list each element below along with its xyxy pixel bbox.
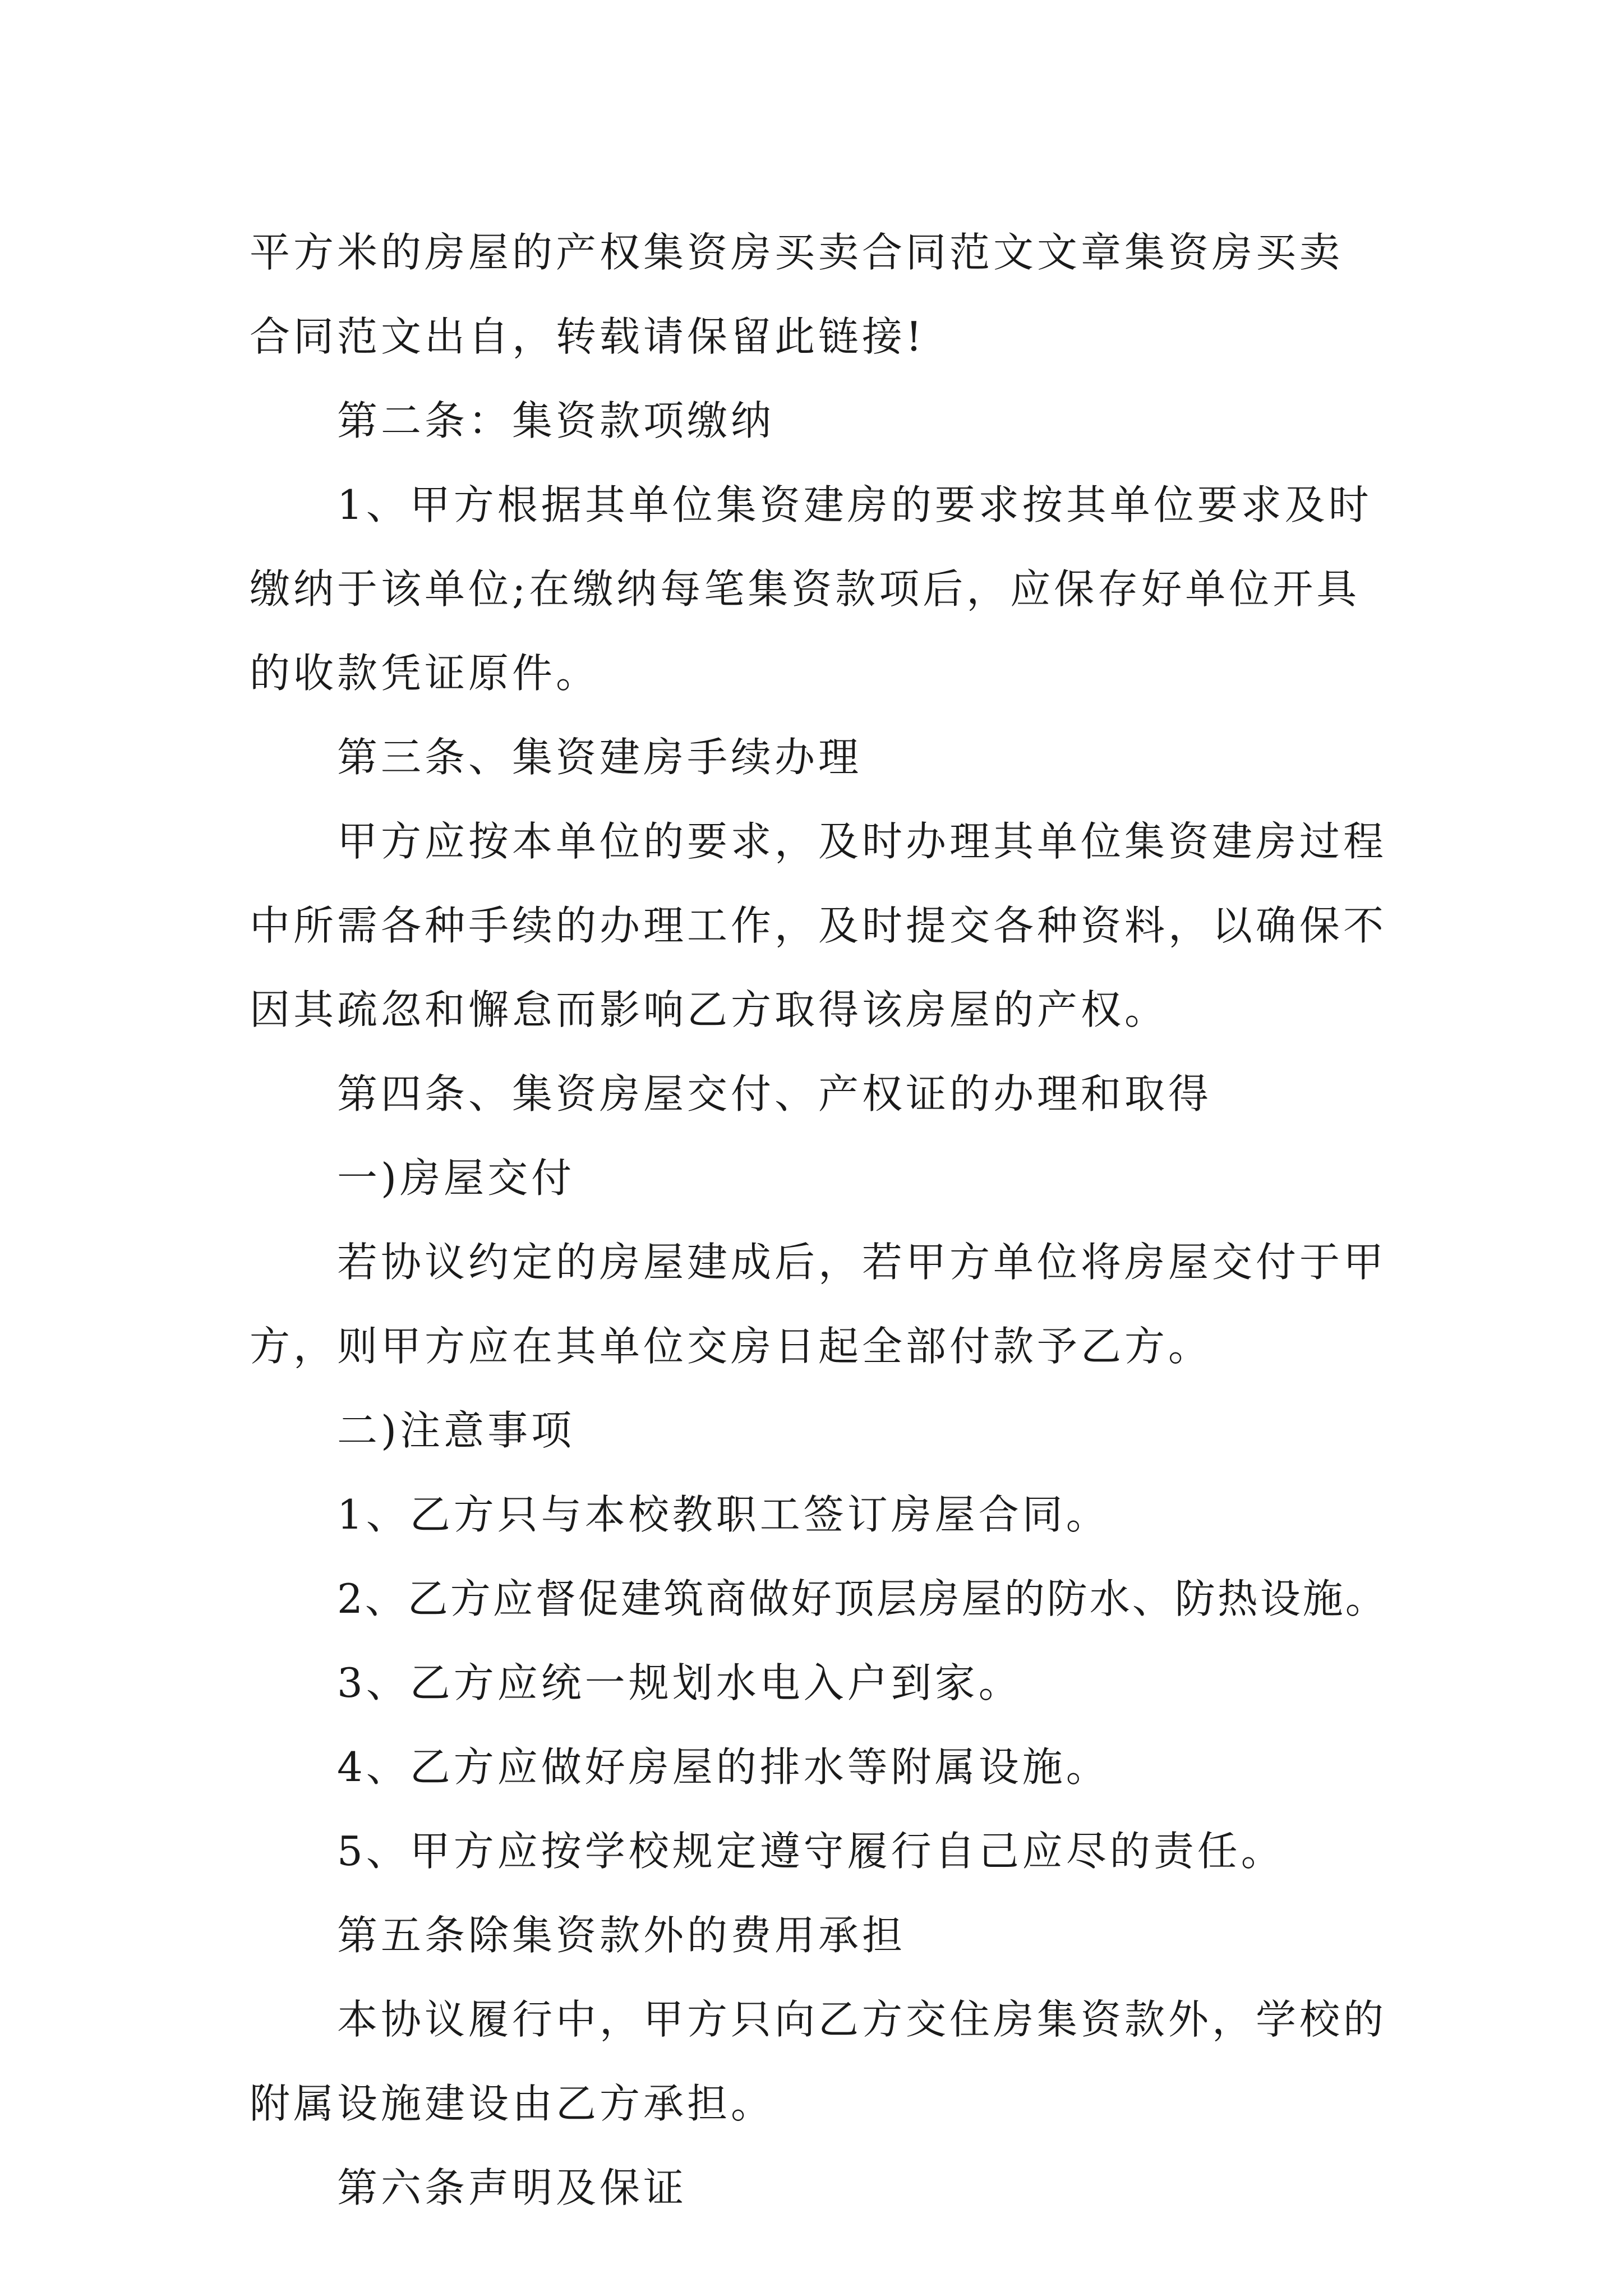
section-heading-article-2: 第二条：集资款项缴纳 (337, 397, 775, 444)
subsection-heading-notes: 二)注意事项 (337, 1407, 575, 1454)
document-body (250, 210, 1388, 2230)
section-heading-article-5: 第五条除集资款外的费用承担 (337, 1912, 906, 1959)
text-line: 1、甲方根据其单位集资建房的要求按其单位要求及时 (337, 481, 1372, 528)
list-item: 2、乙方应督促建筑商做好顶层房屋的防水、防热设施。 (337, 1575, 1388, 1622)
list-item: 3、乙方应统一规划水电入户到家。 (337, 1659, 1022, 1706)
list-item: 5、甲方应按学校规定遵守履行自己应尽的责任。 (337, 1828, 1285, 1875)
text-line: 中所需各种手续的办理工作，及时提交各种资料，以确保不 (250, 902, 1387, 949)
section-heading-article-6: 第六条声明及保证 (337, 2164, 688, 2211)
list-item: 4、乙方应做好房屋的排水等附属设施。 (337, 1743, 1110, 1791)
text-line: 若协议约定的房屋建成后，若甲方单位将房屋交付于甲 (337, 1239, 1387, 1286)
list-item: 1、乙方只与本校教职工签订房屋合同。 (337, 1491, 1110, 1538)
text-line: 方，则甲方应在其单位交房日起全部付款予乙方。 (250, 1323, 1212, 1370)
text-line: 甲方应按本单位的要求，及时办理其单位集资建房过程 (337, 818, 1387, 865)
text-line: 合同范文出自，转载请保留此链接! (250, 313, 925, 360)
section-heading-article-4: 第四条、集资房屋交付、产权证的办理和取得 (337, 1070, 1212, 1117)
section-heading-article-3: 第三条、集资建房手续办理 (337, 734, 863, 781)
text-line: 缴纳于该单位;在缴纳每笔集资款项后，应保存好单位开具 (250, 565, 1361, 613)
text-line: 平方米的房屋的产权集资房买卖合同范文文章集资房买卖 (250, 229, 1344, 276)
subsection-heading-delivery: 一)房屋交付 (337, 1154, 575, 1202)
text-line: 附属设施建设由乙方承担。 (250, 2080, 775, 2127)
text-line: 本协议履行中，甲方只向乙方交住房集资款外，学校的 (337, 1996, 1387, 2043)
text-line: 的收款凭证原件。 (250, 650, 600, 697)
text-line: 因其疏忽和懈怠而影响乙方取得该房屋的产权。 (250, 986, 1169, 1033)
